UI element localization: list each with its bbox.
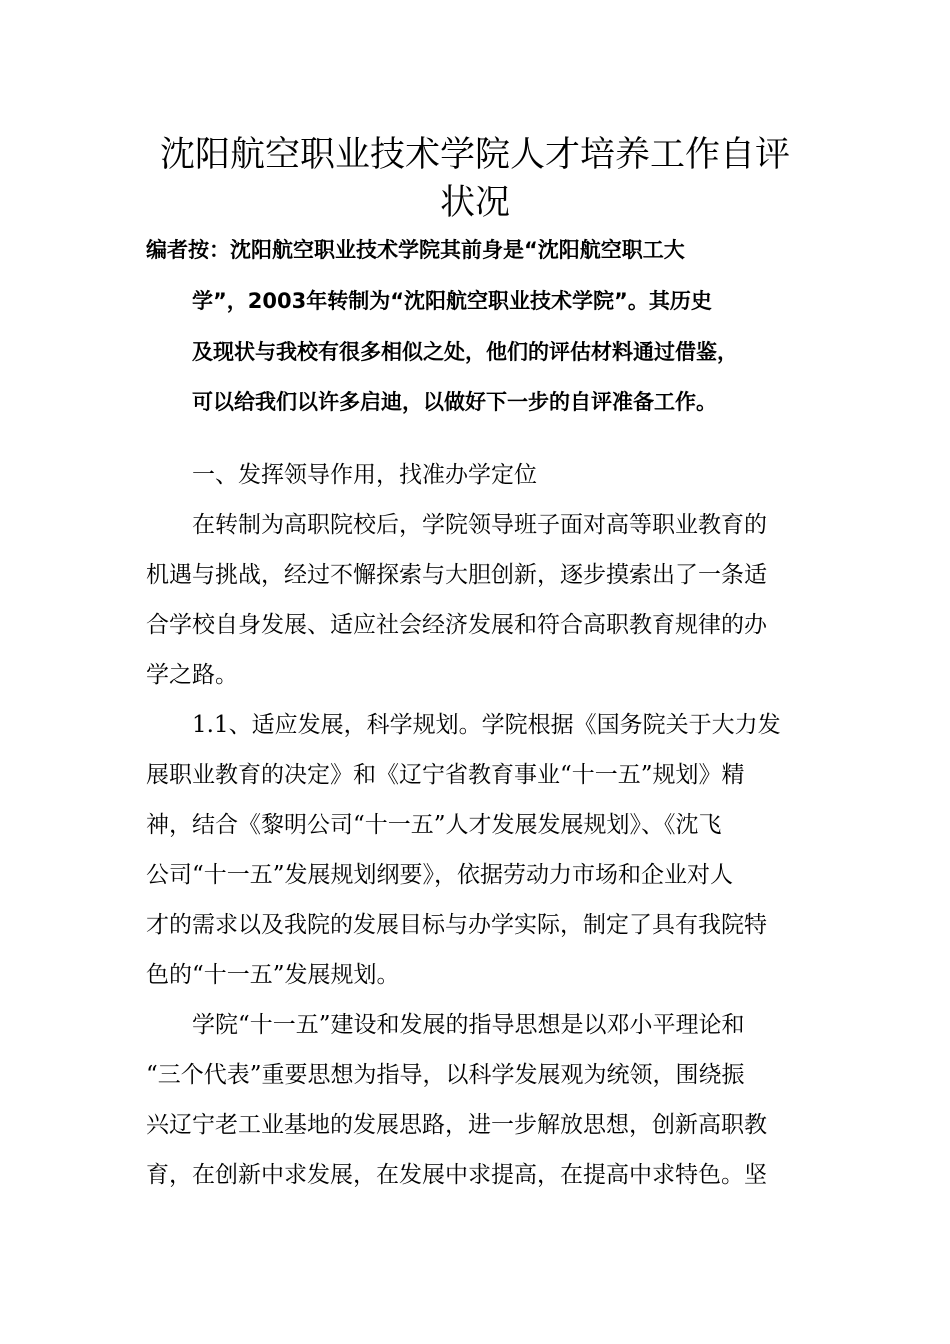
paragraph-line: “三个代表”重要思想为指导，以科学发展观为统领，围绕振 <box>146 1062 745 1088</box>
document-title-line-1: 沈阳航空职业技术学院人才培养工作自评 <box>159 135 790 175</box>
paragraph-line: 育，在创新中求发展，在发展中求提高，在提高中求特色。坚 <box>146 1162 767 1188</box>
paragraph-line: 兴辽宁老工业基地的发展思路，进一步解放思想，创新高职教 <box>146 1112 767 1138</box>
paragraph-line: 1.1、适应发展，科学规划。学院根据《国务院关于大力发 <box>192 712 781 738</box>
document-title-line-2: 状况 <box>439 183 510 223</box>
paragraph-line: 公司“十一五”发展规划纲要》，依据劳动力市场和企业对人 <box>146 862 734 888</box>
section-heading: 一、发挥领导作用，找准办学定位 <box>192 462 537 488</box>
paragraph-line: 才的需求以及我院的发展目标与办学实际，制定了具有我院特 <box>146 912 767 938</box>
paragraph-line: 展职业教育的决定》和《辽宁省教育事业“十一五”规划》精 <box>146 762 745 788</box>
editor-note-line: 及现状与我校有很多相似之处，他们的评估材料通过借鉴， <box>192 340 738 364</box>
editor-note-line: 学”，2003年转制为“沈阳航空职业技术学院”。其历史 <box>192 289 712 313</box>
paragraph-line: 在转制为高职院校后，学院领导班子面对高等职业教育的 <box>192 512 767 538</box>
paragraph-line: 神，结合《黎明公司“十一五”人才发展发展规划》、《沈飞 <box>146 812 722 838</box>
paragraph-line: 色的“十一五”发展规划。 <box>146 962 400 988</box>
paragraph-line: 学院“十一五”建设和发展的指导思想是以邓小平理论和 <box>192 1012 745 1038</box>
paragraph-line: 合学校自身发展、适应社会经济发展和符合高职教育规律的办 <box>146 612 767 638</box>
paragraph-line: 机遇与挑战，经过不懈探索与大胆创新，逐步摸索出了一条适 <box>146 562 767 588</box>
editor-note-line: 可以给我们以许多启迪，以做好下一步的自评准备工作。 <box>192 390 717 414</box>
editor-note-line: 编者按：沈阳航空职业技术学院其前身是“沈阳航空职工大 <box>146 238 685 262</box>
paragraph-line: 学之路。 <box>146 662 238 688</box>
